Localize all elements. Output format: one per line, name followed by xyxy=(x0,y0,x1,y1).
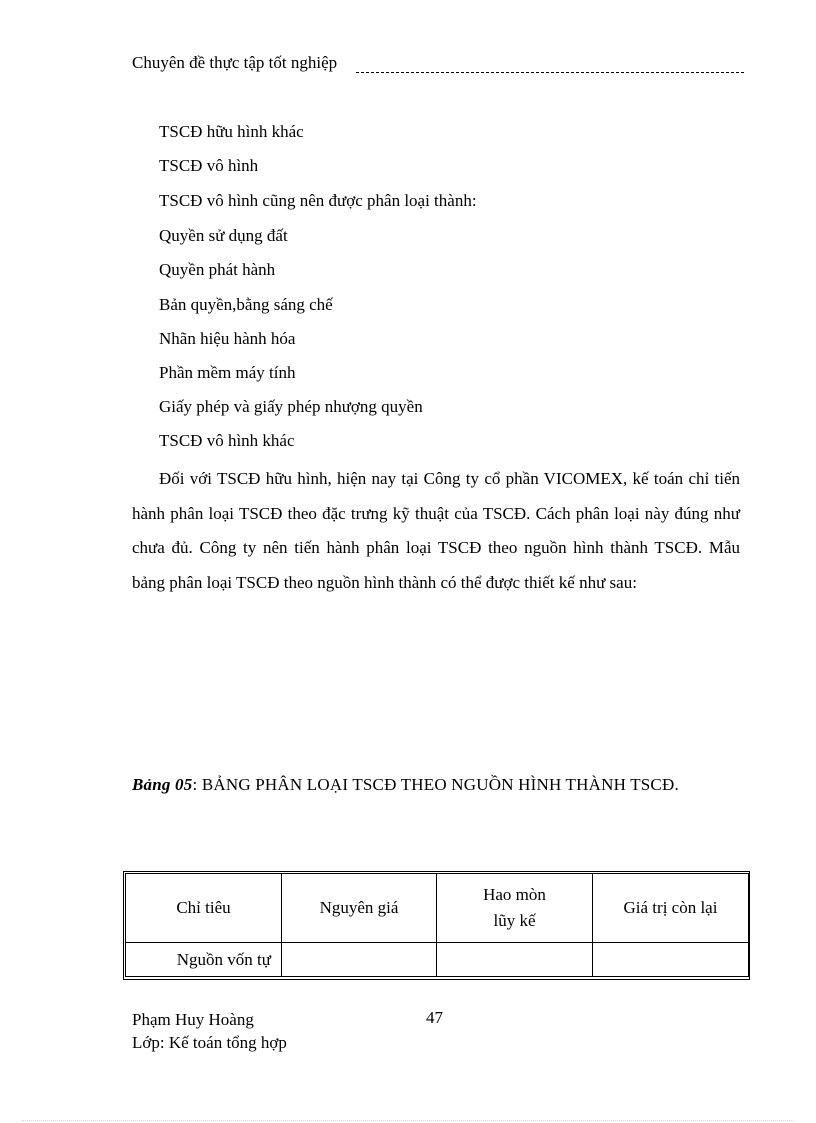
table-cell xyxy=(282,943,437,977)
page-bottom-rule xyxy=(22,1120,794,1121)
list-item: TSCĐ vô hình cũng nên được phân loại thành: xyxy=(159,191,477,210)
list-item: Nhãn hiệu hành hóa xyxy=(159,329,296,348)
header-dashed-rule xyxy=(356,72,744,73)
body-paragraph: Đối với TSCĐ hữu hình, hiện nay tại Công ty cổ phần VICOMEX, kế toán chỉ tiến hành phân loại TSCĐ theo đặc trưng kỹ thuật của TSCĐ. Cách phân loại này đúng như chưa đủ. Công ty nên tiến hành phân loại TSCĐ theo nguồn hình thành TSCĐ. Mẫu bảng phân loại TSCĐ theo nguồn hình thành có thể được thiết kế như sau: xyxy=(132,469,740,592)
table-header-row xyxy=(126,874,749,943)
footer-class: Lớp: Kế toán tổng hợp xyxy=(132,1033,287,1052)
table-header-cell: Chỉ tiêu xyxy=(126,874,282,943)
list-item: Quyền phát hành xyxy=(159,260,276,279)
list-item: Phần mềm máy tính xyxy=(159,363,296,382)
list-item: TSCĐ hữu hình khác xyxy=(159,122,304,141)
list-item: TSCĐ vô hình xyxy=(159,156,259,175)
page-header xyxy=(132,50,744,80)
table-header-cell: Giá trị còn lại xyxy=(593,874,749,943)
list-item: Giấy phép và giấy phép nhượng quyền xyxy=(159,397,423,416)
table-caption xyxy=(132,768,740,802)
table-cell xyxy=(593,943,749,977)
table-caption-label: Bảng 05 xyxy=(132,775,193,794)
footer-author: Phạm Huy Hoàng xyxy=(132,1010,254,1029)
list-item: Quyền sử dụng đất xyxy=(159,226,288,245)
page-number: 47 xyxy=(426,1008,443,1027)
table-caption-text: : BẢNG PHÂN LOẠI TSCĐ THEO NGUỒN HÌNH THÀNH TSCĐ. xyxy=(192,775,679,794)
table-cell: Nguồn vốn tự xyxy=(126,943,282,977)
list-item: TSCĐ vô hình khác xyxy=(159,431,295,450)
classification-table xyxy=(125,873,749,977)
header-title: Chuyên đề thực tập tốt nghiệp xyxy=(132,53,338,72)
table-header-cell: Nguyên giá xyxy=(282,874,437,943)
list-item: Bản quyền,bằng sáng chế xyxy=(159,295,333,314)
table-row xyxy=(126,943,749,977)
table-header-cell: Hao mòn lũy kế xyxy=(437,874,593,943)
table-cell xyxy=(437,943,593,977)
